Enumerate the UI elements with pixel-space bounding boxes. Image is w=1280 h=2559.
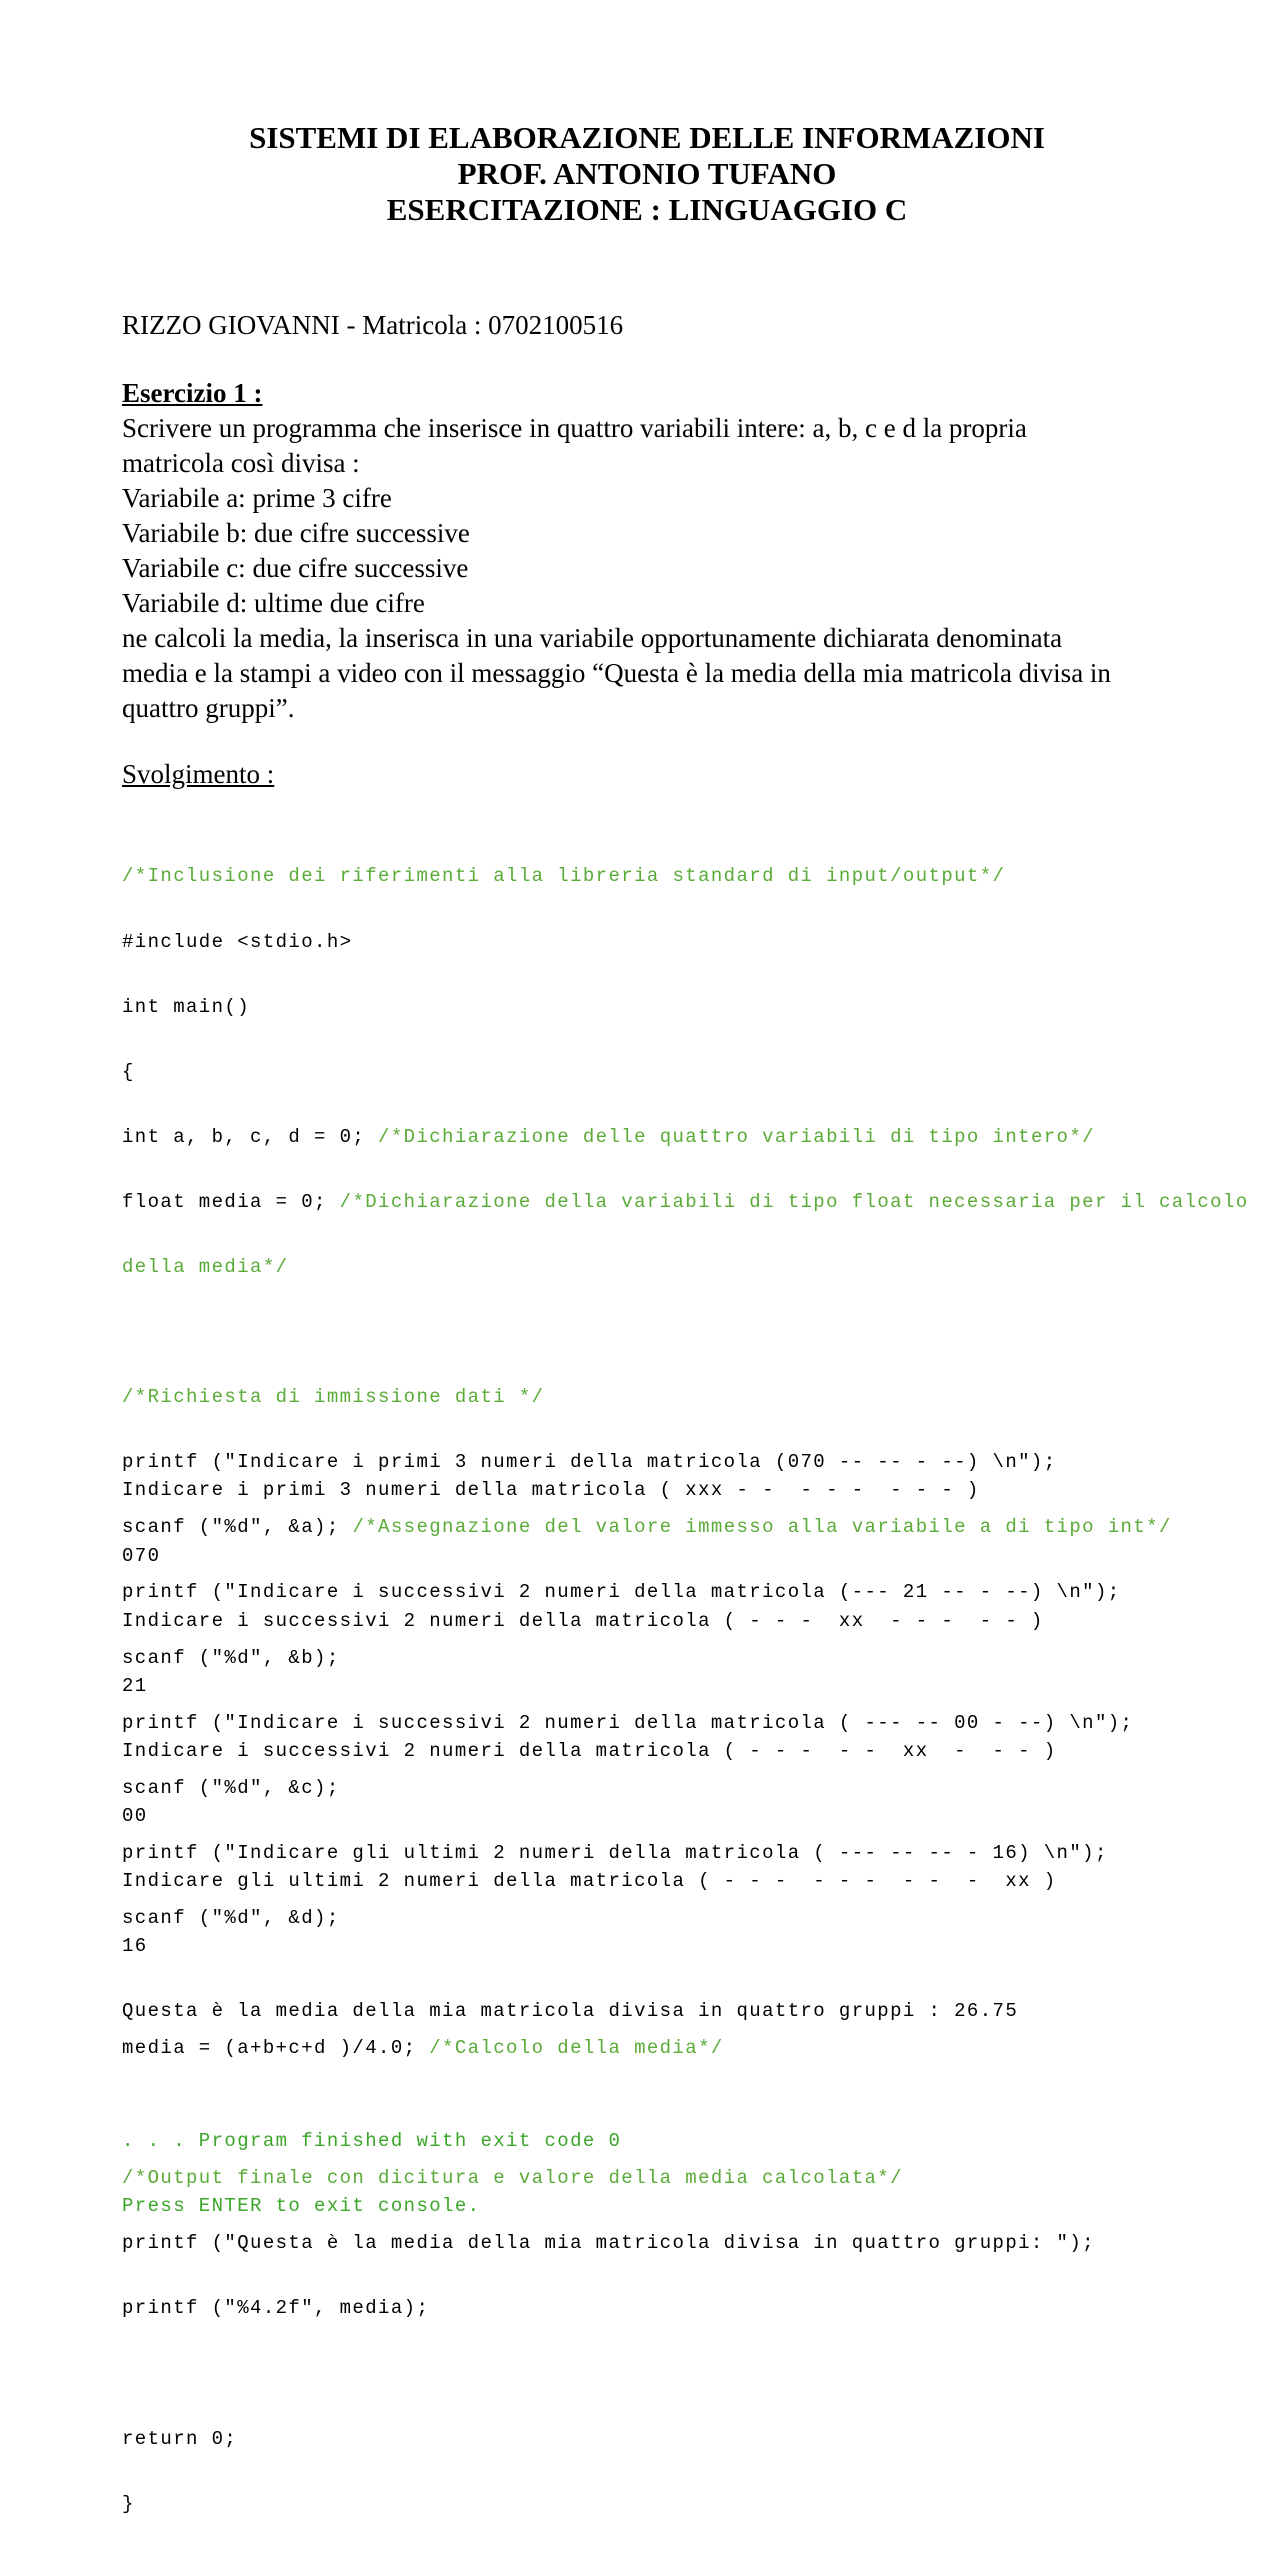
code-line <box>122 1192 1249 1214</box>
code-line: printf ("Indicare gli ultimi 2 numeri della matricola ( --- -- -- - 16) \n"); <box>122 1841 1108 1864</box>
code-line: scanf ("%d", &b); <box>122 1646 340 1669</box>
console-status: Press ENTER to exit console. <box>122 2195 481 2218</box>
code-comment: della media*/ <box>122 1255 289 1278</box>
code-line: scanf ("%d", &c); <box>122 1776 340 1799</box>
professor-name: PROF. ANTONIO TUFANO <box>457 156 837 191</box>
console-line: Indicare gli ultimi 2 numeri della matricola ( - - - - - - - - - xx ) <box>122 1869 1057 1892</box>
exercise-line: Variabile c: due cifre successive <box>122 553 469 583</box>
code-line: scanf ("%d", &d); <box>122 1906 340 1929</box>
console-output <box>122 1437 1057 2262</box>
code-line: printf ("Indicare i successivi 2 numeri della matricola ( --- -- 00 - --) \n"); <box>122 1711 1134 1734</box>
code-line: return 0; <box>122 2427 238 2450</box>
code-text: scanf ("%d", &a); <box>122 1516 353 1539</box>
code-comment: /*Assegnazione del valore immesso alla variabile a di tipo int*/ <box>352 1516 1172 1539</box>
exercise-heading: Esercizio 1 : <box>122 378 263 408</box>
code-line: #include <stdio.h> <box>122 930 353 953</box>
code-line: printf ("Indicare i successivi 2 numeri della matricola (--- 21 -- - --) \n"); <box>122 1581 1121 1604</box>
exercise-line: quattro gruppi”. <box>122 693 295 723</box>
console-line: Questa è la media della mia matricola divisa in quattro gruppi : 26.75 <box>122 2000 1019 2023</box>
code-comment: /*Calcolo della media*/ <box>429 2037 724 2060</box>
code-line: int main() <box>122 995 251 1018</box>
blank-line <box>122 2364 1249 2386</box>
console-line: Indicare i successivi 2 numeri della matricola ( - - - - - xx - - - ) <box>122 1739 1057 1762</box>
code-text: float media = 0; <box>122 1190 340 1213</box>
console-line: 16 <box>122 1935 148 1958</box>
exercise-line: media e la stampi a video con il messaggio “Questa è la media della mia matricola divisa in <box>122 658 1111 688</box>
console-line: 070 <box>122 1544 161 1567</box>
blank-line <box>122 1322 1249 1344</box>
code-line: { <box>122 1060 135 1083</box>
exercise-section <box>122 376 1172 726</box>
exercise-line: matricola così divisa : <box>122 448 360 478</box>
console-line: 00 <box>122 1804 148 1827</box>
code-text: media = (a+b+c+d )/4.0; <box>122 2037 430 2060</box>
console-line: Indicare i primi 3 numeri della matricola ( xxx - - - - - - - - ) <box>122 1479 980 1502</box>
code-comment: /*Dichiarazione della variabili di tipo float necessaria per il calcolo <box>339 1190 1249 1213</box>
code-comment: /*Inclusione dei riferimenti alla libreria standard di input/output*/ <box>122 865 1006 888</box>
exercise-line: Variabile b: due cifre successive <box>122 518 470 548</box>
code-line: } <box>122 2492 135 2515</box>
console-line: Indicare i successivi 2 numeri della matricola ( - - - xx - - - - - ) <box>122 1609 1044 1632</box>
code-comment: /*Dichiarazione delle quattro variabili di tipo intero*/ <box>378 1125 1095 1148</box>
course-title: SISTEMI DI ELABORAZIONE DELLE INFORMAZIONI <box>249 120 1045 155</box>
exercise-line: Variabile a: prime 3 cifre <box>122 483 392 513</box>
solution-heading: Svolgimento : <box>122 759 275 789</box>
code-comment: /*Richiesta di immissione dati */ <box>122 1386 545 1409</box>
code-line: printf ("Questa è la media della mia matricola divisa in quattro gruppi: "); <box>122 2232 1095 2255</box>
code-line <box>122 1127 1249 1149</box>
exercise-line: ne calcoli la media, la inserisca in una variabile opportunamente dichiarata denominata <box>122 623 1063 653</box>
code-text: int a, b, c, d = 0; <box>122 1125 379 1148</box>
student-info: RIZZO GIOVANNI - Matricola : 0702100516 <box>122 310 624 340</box>
code-line: printf ("%4.2f", media); <box>122 2297 430 2320</box>
document-title <box>122 120 1172 228</box>
code-line: printf ("Indicare i primi 3 numeri della matricola (070 -- -- - --) \n"); <box>122 1451 1057 1474</box>
exercise-line: Variabile d: ultime due cifre <box>122 588 425 618</box>
blank-line <box>122 2066 1057 2088</box>
exercise-line: Scrivere un programma che inserisce in quattro variabili intere: a, b, c e d la propria <box>122 413 1027 443</box>
code-comment: /*Output finale con dicitura e valore della media calcolata*/ <box>122 2167 903 2190</box>
console-line: 21 <box>122 1674 148 1697</box>
console-status: . . . Program finished with exit code 0 <box>122 2130 622 2153</box>
assignment-title: ESERCITAZIONE : LINGUAGGIO C <box>386 192 908 227</box>
